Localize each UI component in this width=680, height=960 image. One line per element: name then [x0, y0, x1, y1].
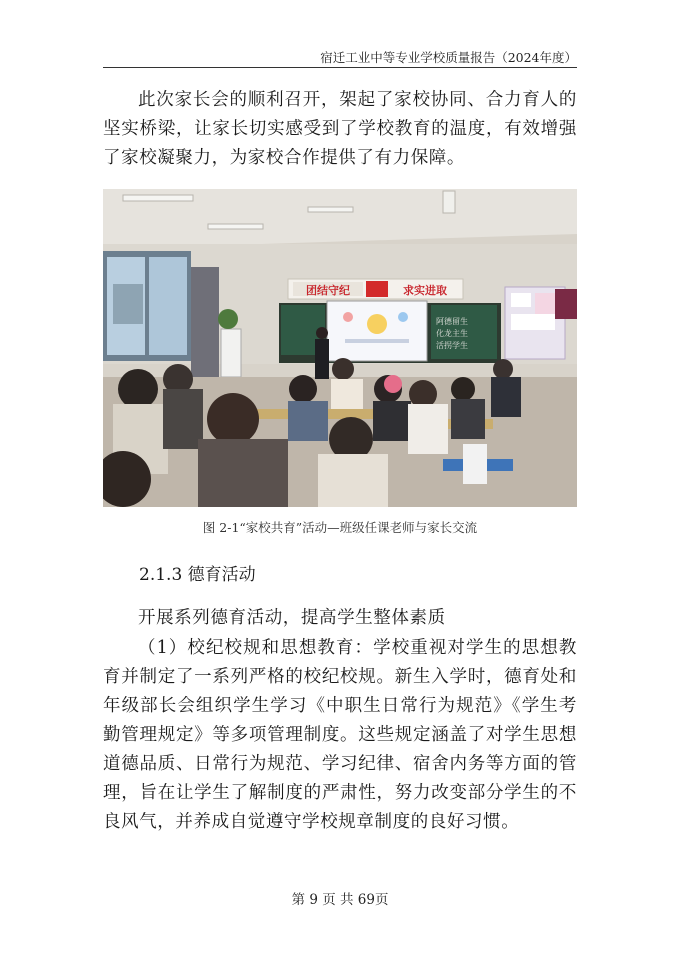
svg-text:求实进取: 求实进取: [403, 284, 447, 297]
svg-text:团结守纪: 团结守纪: [306, 284, 350, 297]
section-body: （1）校纪校规和思想教育：学校重视对学生的思想教育并制定了一系列严格的校纪校规。新生入学时，德育处和年级部长会组织学生学习《中职生日常行为规范》《学生考勤管理规定》等多项管理制度。这些规定涵盖了对学生思想道德品质、日常行为规范、学习纪律、宿舍内务等方面的管理，旨在让学生了解制度的严肃性，努力改变部分学生的不良风气，并养成自觉遵守学校规章制度的良好习惯。: [103, 638, 577, 832]
intro-paragraph: 此次家长会的顺利召开，架起了家校协同、合力育人的坚实桥梁，让家长切实感受到了学校教育的温度，有效增强了家校凝聚力，为家校合作提供了有力保障。: [103, 90, 577, 168]
section-heading: 2.1.3 德育活动: [139, 565, 256, 585]
svg-text:活拐学生: 活拐学生: [436, 341, 468, 350]
figure-caption: 图 2-1“家校共育”活动—班级任课老师与家长交流: [202, 520, 478, 535]
report-header: 宿迁工业中等专业学校质量报告（2024年度）: [320, 50, 577, 65]
svg-text:化龙主生: 化龙主生: [436, 329, 468, 338]
page-number: 第 9 页 共 69页: [291, 892, 389, 908]
svg-text:阿德留生: 阿德留生: [436, 317, 468, 326]
section-lead: 开展系列德育活动，提高学生整体素质: [138, 608, 446, 628]
classroom-photo: [103, 189, 577, 507]
header-divider: [103, 67, 577, 68]
